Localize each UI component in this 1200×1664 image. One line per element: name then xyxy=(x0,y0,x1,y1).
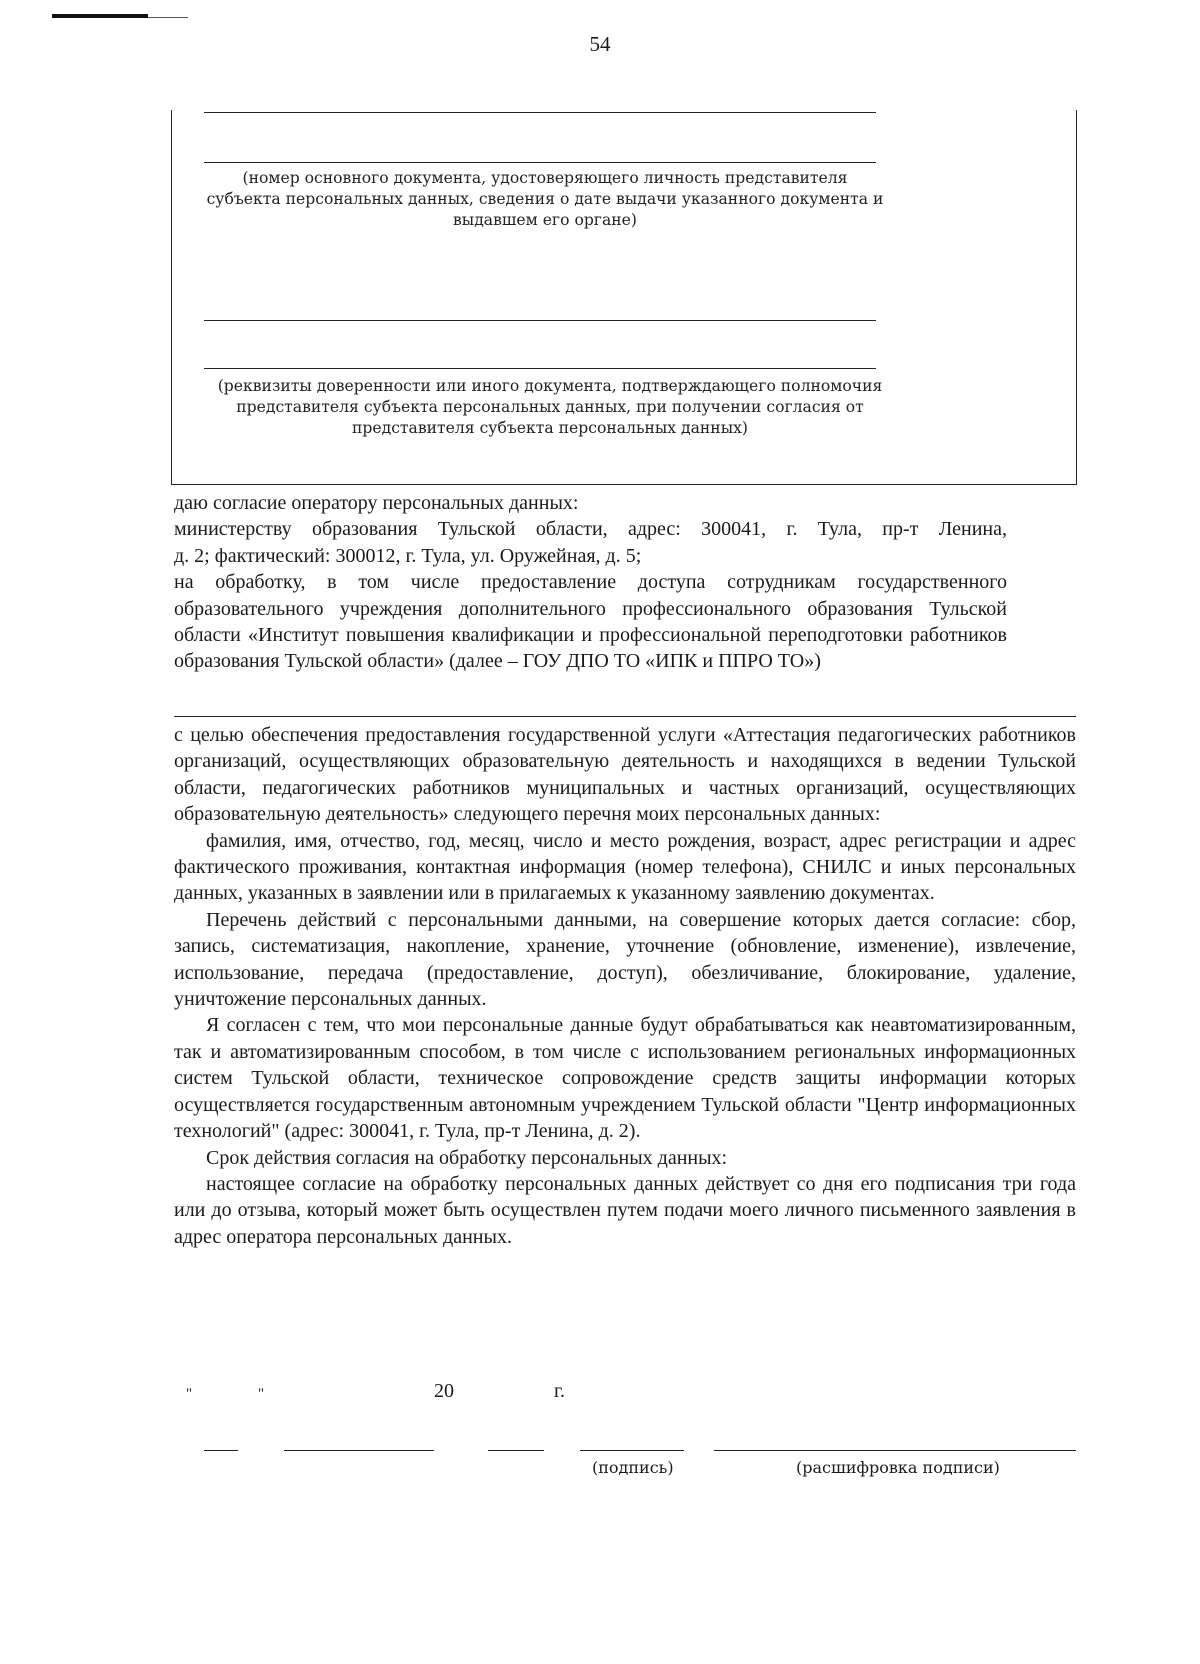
consent-body xyxy=(174,722,1076,1250)
term-paragraph: настоящее согласие на обработку персональных данных действует со дня его подписания три года или до отзыва, который может быть осуществлен путем подачи моего личного письменного заявления в адрес оператора персональных данных. xyxy=(174,1172,1076,1248)
caption-line: субъекта персональных данных, сведения о дате выдачи указанного документа и xyxy=(206,190,884,208)
date-open-quote: " xyxy=(186,1386,193,1402)
operator-actual-address-line: д. 2; фактический: 300012, г. Тула, ул. Оружейная, д. 5; xyxy=(174,544,642,567)
date-day-line xyxy=(204,1450,238,1451)
separator-line xyxy=(174,716,1076,717)
caption-line: выдавшем его органе) xyxy=(453,211,637,229)
scan-artifact-mark xyxy=(52,14,148,18)
caption-line: представителя субъекта персональных данных) xyxy=(351,419,748,437)
fill-line xyxy=(204,162,876,163)
caption-line: представителя субъекта персональных данных, при получении согласия от xyxy=(236,398,864,416)
signature-line xyxy=(580,1450,684,1451)
consent-operator-line: даю согласие оператору персональных данных: xyxy=(174,492,579,514)
power-of-attorney-caption xyxy=(190,376,910,439)
personal-data-list: фамилия, имя, отчество, год, месяц, число и место рождения, возраст, адрес регистрации и адрес фактического проживания, контактная информация (номер телефона), СНИЛС и иных персональных данных, указанных в заявлении или в прилагаемых к указанному заявлению документах. xyxy=(174,829,1076,905)
date-month-line xyxy=(284,1450,434,1451)
actions-paragraph: Перечень действий с персональными данными, на совершение которых дается согласие: сбор, запись, систематизация, накопление, хранение, уточнение (обновление, изменение), извлечение, использование, передача (предоставление, доступ), обезличивание, блокирование, удаление, уничтожение персональных данных. xyxy=(174,908,1076,1011)
date-year-line xyxy=(488,1450,544,1451)
consent-paragraph: Я согласен с тем, что мои персональные данные будут обрабатываться как неавтоматизированным, так и автоматизированным способом, в том числе с использованием региональных информационных систем Тульской области, техническое сопровождение средств защиты информации которых осуществляется государственным автономным учреждением Тульской области "Центр информационных технологий" (адрес: 300041, г. Тула, пр-т Ленина, д. 2). xyxy=(174,1014,1076,1143)
processing-paragraph: на обработку, в том числе предоставление доступа сотрудникам государственного образовательного учреждения дополнительного профессионального образования Тульской области «Институт повышения квалификации и профессиональной переподготовки работников образования Тульской области» (далее – ГОУ ДПО ТО «ИПК и ППРО ТО») xyxy=(174,571,1007,673)
date-year-suffix: г. xyxy=(554,1380,565,1402)
date-close-quote: " xyxy=(258,1386,265,1402)
operator-block xyxy=(174,490,1007,675)
page-number: 54 xyxy=(589,32,611,56)
signature-decoding-caption: (расшифровка подписи) xyxy=(796,1458,1000,1477)
caption-line: (реквизиты доверенности или иного документа, подтверждающего полномочия xyxy=(217,377,883,395)
signature-caption: (подпись) xyxy=(592,1458,674,1477)
fill-line xyxy=(204,368,876,369)
fill-line xyxy=(204,112,876,113)
caption-line: (номер основного документа, удостоверяющего личность представителя xyxy=(242,169,848,187)
document-caption xyxy=(190,168,900,231)
signature-decoding-line xyxy=(714,1450,1076,1451)
term-heading: Срок действия согласия на обработку персональных данных: xyxy=(206,1146,728,1169)
fill-line xyxy=(204,320,876,321)
operator-address-line: министерству образования Тульской области, адрес: 300041, г. Тула, пр-т Ленина, xyxy=(174,518,1007,541)
scan-artifact-line xyxy=(148,17,188,18)
purpose-paragraph: с целью обеспечения предоставления государственной услуги «Аттестация педагогических работников организаций, осуществляющих образовательную деятельность и находящихся в ведении Тульской области, педагогических работников муниципальных и частных организаций, осуществляющих образовательную деятельность» следующего перечня моих персональных данных: xyxy=(174,724,1076,826)
date-year-prefix: 20 xyxy=(434,1380,454,1402)
